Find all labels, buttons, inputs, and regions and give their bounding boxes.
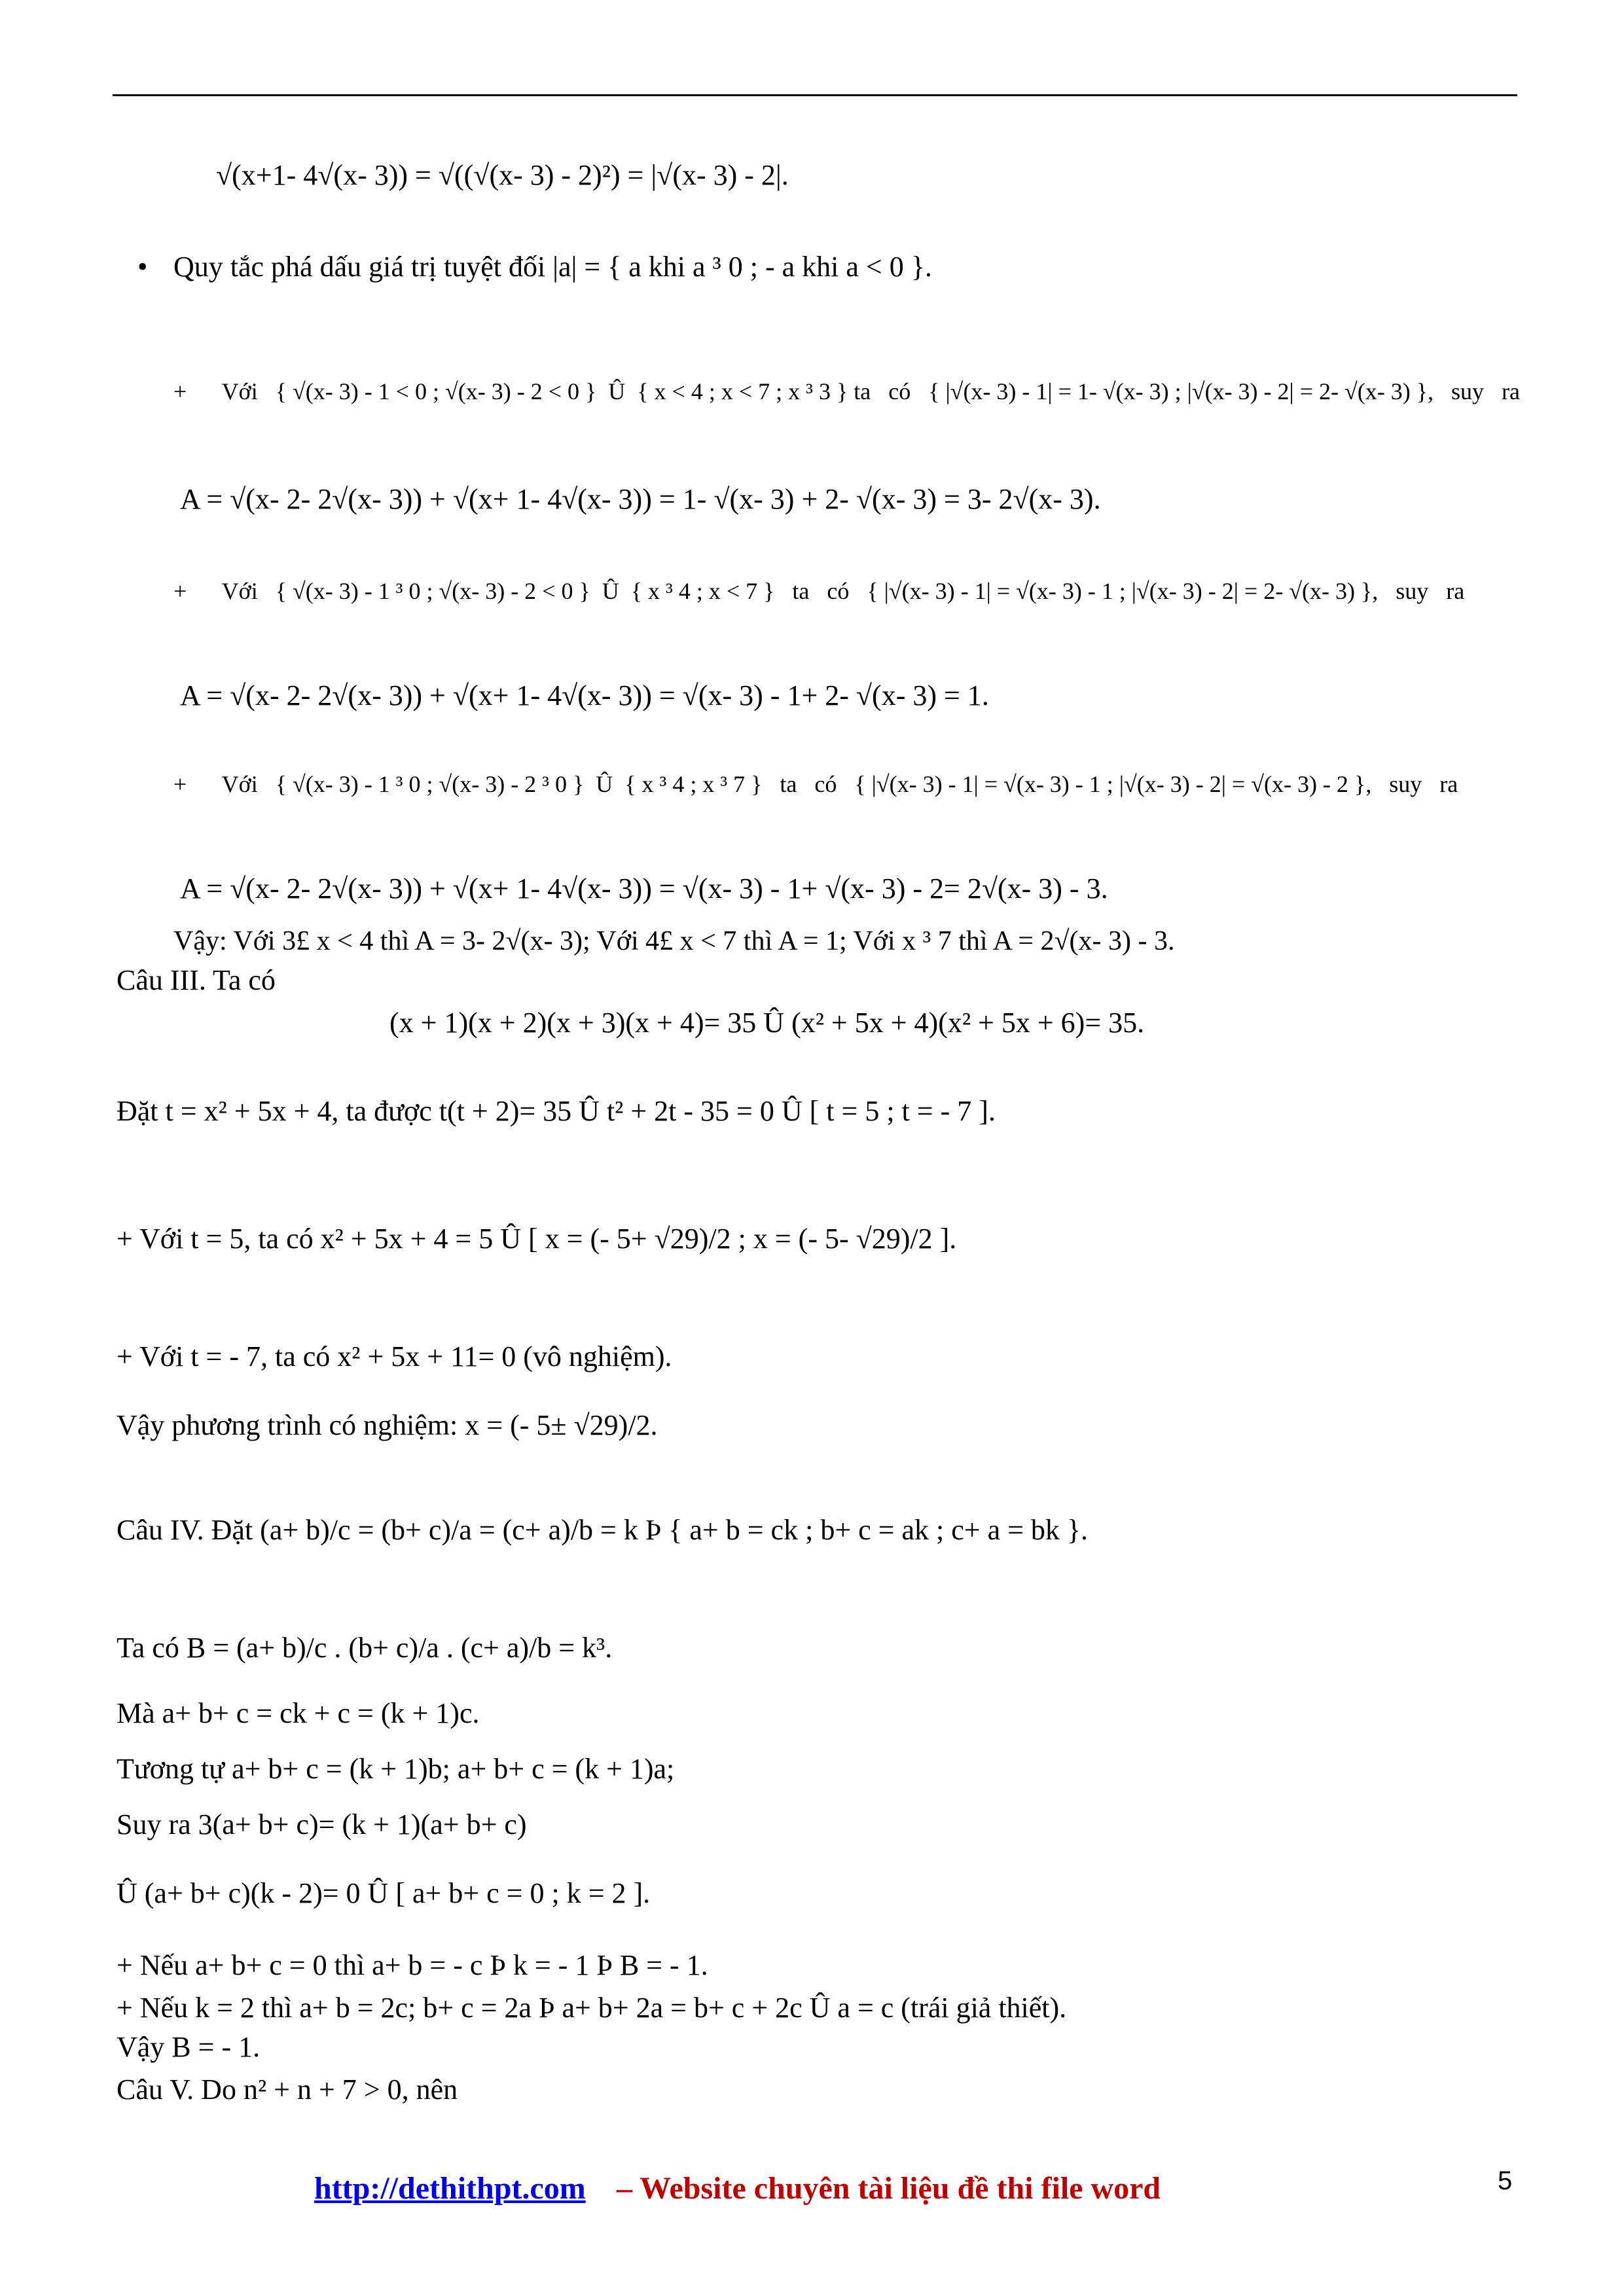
math-line-15: Vậy phương trình có nghiệm: x = (- 5± √29)/2. <box>117 1409 658 1441</box>
math-line-18: Mà a+ b+ c = ck + c = (k + 1)c. <box>117 1697 480 1729</box>
bullet-icon: • <box>137 251 148 283</box>
math-line-2: Quy tắc phá dấu giá trị tuyệt đối |a| = { a khi a ³ 0 ; - a khi a < 0 }. <box>173 251 932 283</box>
footer-tagline: – Website chuyên tài liệu đề thi file word <box>609 2171 1161 2206</box>
footer-website-link[interactable]: http://dethithpt.com <box>314 2171 586 2206</box>
page-number: 5 <box>1498 2166 1513 2195</box>
math-line-23: + Nếu k = 2 thì a+ b = 2c; b+ c = 2a Þ a+ b+ 2a = b+ c + 2c Û a = c (trái giả thiết). <box>117 1992 1067 2024</box>
question-4-line: Câu IV. Đặt (a+ b)/c = (b+ c)/a = (c+ a)/b = k Þ { a+ b = ck ; b+ c = ak ; c+ a = bk }. <box>117 1514 1089 1546</box>
math-line-6: A = √(x- 2- 2√(x- 3)) + √(x+ 1- 4√(x- 3)) = √(x- 3) - 1+ 2- √(x- 3) = 1. <box>180 679 989 711</box>
math-line-21: Û (a+ b+ c)(k - 2)= 0 Û [ a+ b+ c = 0 ; k = 2 ]. <box>117 1877 651 1909</box>
math-line-7: + Với { √(x- 3) - 1 ³ 0 ; √(x- 3) - 2 ³ 0 } Û { x ³ 4 ; x ³ 7 } ta có { |√(x- 3) - 1| = √(x- 3) - 1 ; |√(x- 3) - 2| = √(x- 3) - 2 }, suy ra <box>173 771 1458 797</box>
math-line-12: Đặt t = x² + 5x + 4, ta được t(t + 2)= 35 Û t² + 2t - 35 = 0 Û [ t = 5 ; t = - 7 ]. <box>117 1095 996 1127</box>
math-line-1: √(x+1- 4√(x- 3)) = √((√(x- 3) - 2)²) = |√(x- 3) - 2|. <box>216 159 789 191</box>
math-line-13: + Với t = 5, ta có x² + 5x + 4 = 5 Û [ x = (- 5+ √29)/2 ; x = (- 5- √29)/2 ]. <box>117 1223 957 1255</box>
math-line-5: + Với { √(x- 3) - 1 ³ 0 ; √(x- 3) - 2 < 0 } Û { x ³ 4 ; x < 7 } ta có { |√(x- 3) - 1| = √(x- 3) - 1 ; |√(x- 3) - 2| = 2- √(x- 3) }, suy ra <box>173 578 1465 604</box>
math-line-9: Vậy: Với 3£ x < 4 thì A = 3- 2√(x- 3); Với 4£ x < 7 thì A = 1; Với x ³ 7 thì A = 2√(x- 3) - 3. <box>173 926 1175 956</box>
math-line-11: (x + 1)(x + 2)(x + 3)(x + 4)= 35 Û (x² + 5x + 4)(x² + 5x + 6)= 35. <box>389 1007 1145 1039</box>
math-line-14: + Với t = - 7, ta có x² + 5x + 11= 0 (vô nghiệm). <box>117 1340 672 1372</box>
math-line-24: Vậy B = - 1. <box>117 2031 261 2063</box>
math-line-8: A = √(x- 2- 2√(x- 3)) + √(x+ 1- 4√(x- 3)) = √(x- 3) - 1+ √(x- 3) - 2= 2√(x- 3) - 3. <box>180 872 1108 905</box>
math-line-4: A = √(x- 2- 2√(x- 3)) + √(x+ 1- 4√(x- 3)) = 1- √(x- 3) + 2- √(x- 3) = 3- 2√(x- 3). <box>180 483 1101 515</box>
math-line-3: + Với { √(x- 3) - 1 < 0 ; √(x- 3) - 2 < 0 } Û { x < 4 ; x < 7 ; x ³ 3 } ta có { |√(x- 3) - 1| = 1- √(x- 3) ; |√(x- 3) - 2| = 2- √(x- 3) }, suy ra <box>173 378 1521 404</box>
question-3-heading: Câu III. Ta có <box>117 964 276 996</box>
header-rule <box>113 94 1517 96</box>
math-line-17: Ta có B = (a+ b)/c . (b+ c)/a . (c+ a)/b = k³. <box>117 1632 613 1664</box>
math-line-20: Suy ra 3(a+ b+ c)= (k + 1)(a+ b+ c) <box>117 1808 527 1840</box>
math-line-19: Tương tự a+ b+ c = (k + 1)b; a+ b+ c = (k + 1)a; <box>117 1753 675 1785</box>
question-5-heading: Câu V. Do n² + n + 7 > 0, nên <box>117 2073 458 2106</box>
math-line-22: + Nếu a+ b+ c = 0 thì a+ b = - c Þ k = - 1 Þ B = - 1. <box>117 1949 708 1981</box>
